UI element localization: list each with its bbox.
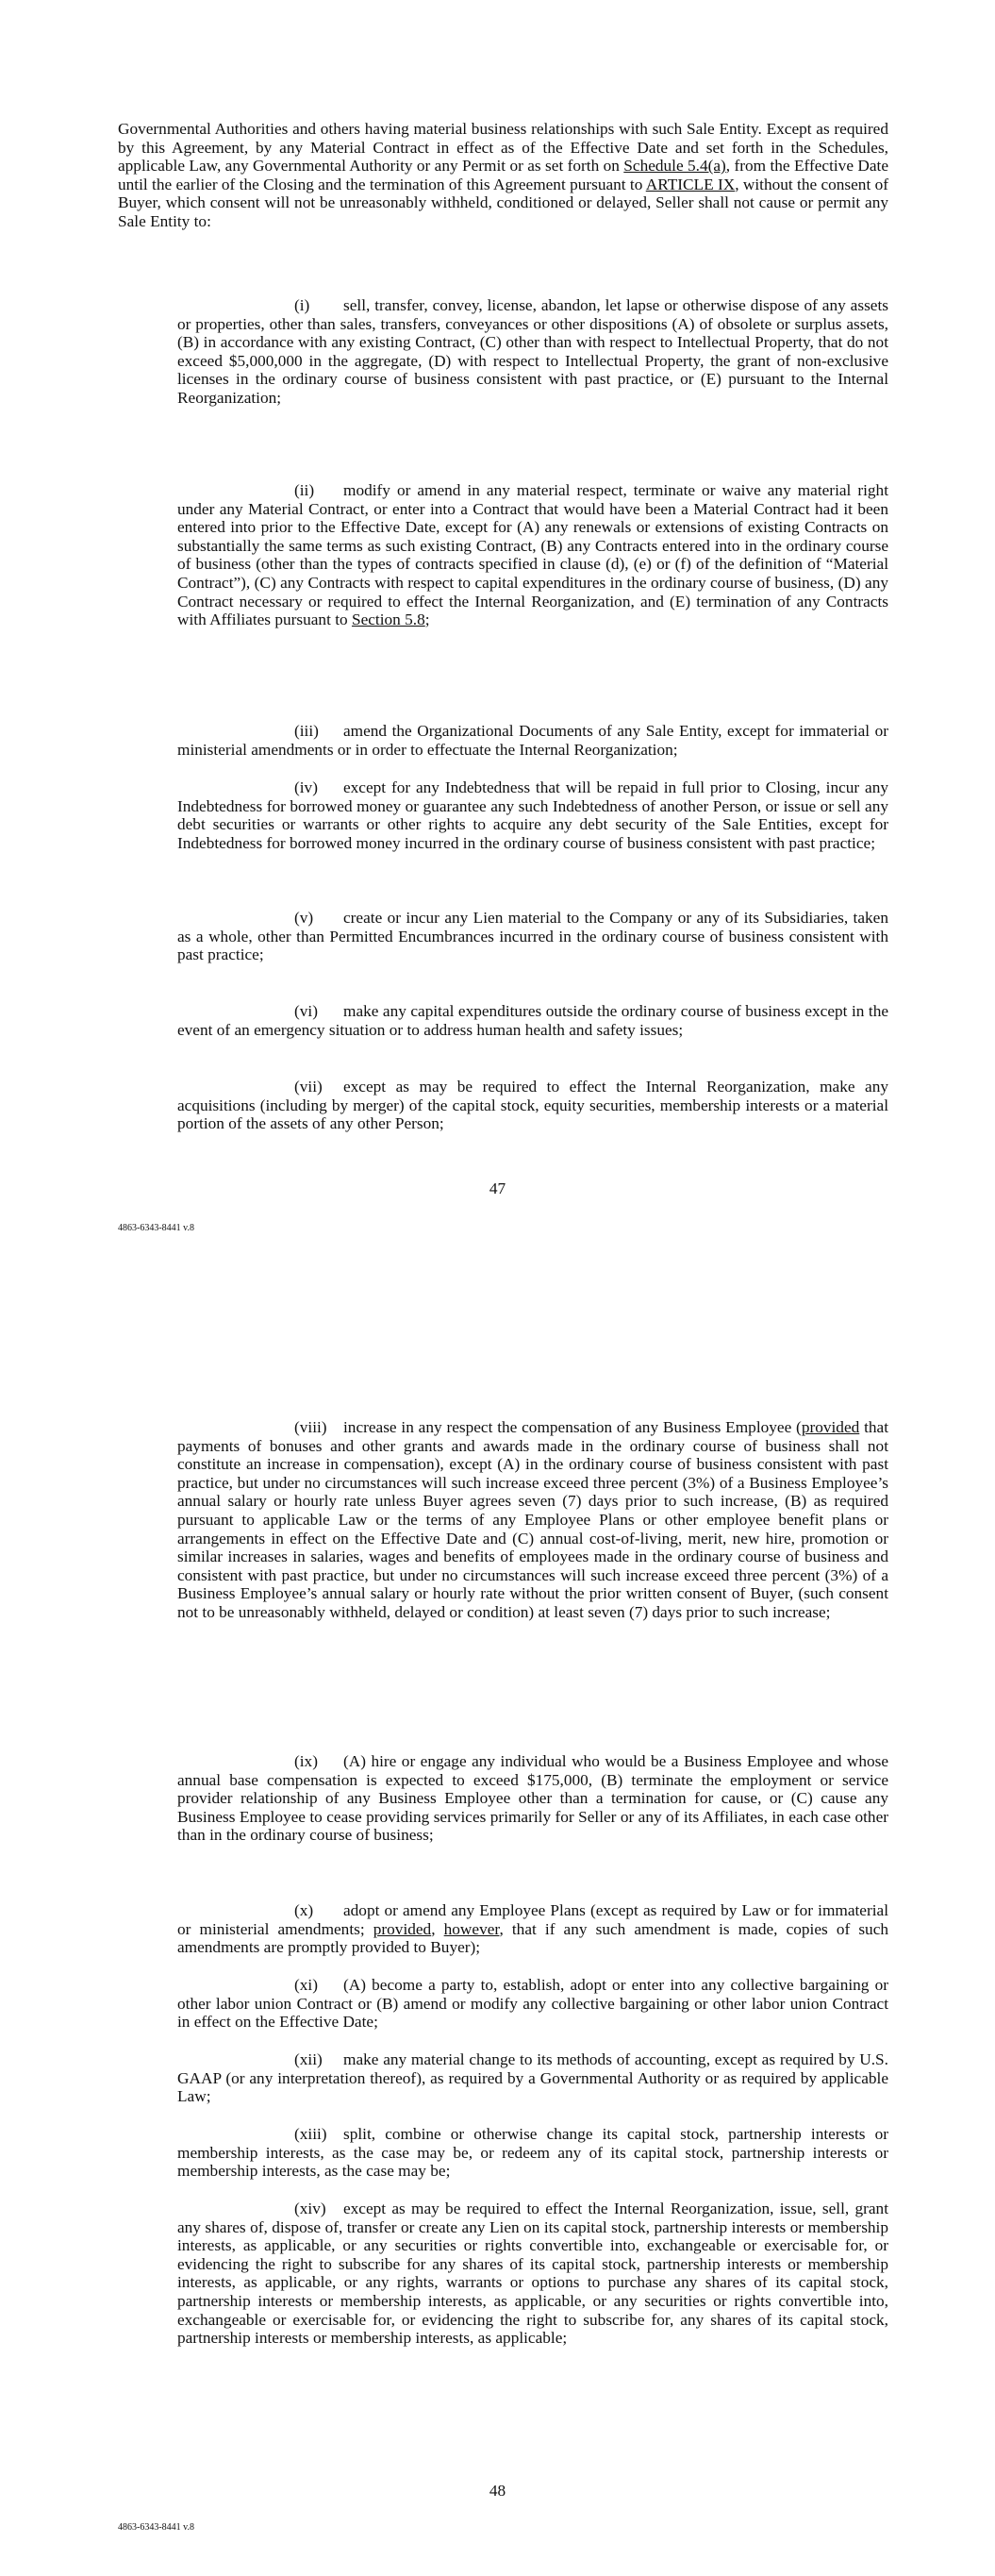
clause-xii: (xii) make any material change to its methods of accounting, except as required by U.S. GAAP (or any interpretation thereof), as required by a Governmental Authority or as required by applicable Law; [177,2050,888,2106]
clause-xiv: (xiv) except as may be required to effect the Internal Reorganization, issue, sell, grant any shares of, dispose of, transfer or create any Lien on its capital stock, partnership interests or membership interests, as applicable, or any securities or rights convertible into, exchangeable or exercisable for, or evidencing the right to subscribe for any shares of its capital stock, partnership interests or membership interests, as applicable, or any rights, warrants or options to purchase any shares of its capital stock, partnership interests or membership interests, as applicable, or any securities or rights convertible into, exchangeable or exercisable for, or evidencing the right to subscribe for, any shares of its capital stock, partnership interests or membership interests, as applicable; [177,2200,888,2348]
page-48 [0,1397,995,2576]
clause-ii: (ii) modify or amend in any material respect, terminate or waive any material right under any Material Contract, or enter into a Contract that would have been a Material Contract had it been entered into prior to the Effective Date, except for (A) any renewals or extensions of existing Contracts on substantially the same terms as such existing Contract, (B) any Contracts entered into in the ordinary course of business (other than the types of contracts specified in clause (d), (e) or (f) of the definition of “Material Contract”), (C) any Contracts with respect to capital expenditures in the ordinary course of business, (D) any Contract necessary or required to effect the Internal Reorganization, and (E) termination of any Contracts with Affiliates pursuant to Section 5.8; [177,481,888,629]
article-ix-link: ARTICLE IX [645,175,736,193]
provided-term: provided [801,1418,860,1436]
clause-number: (xii) [294,2050,323,2068]
clause-number: (vii) [294,1078,323,1096]
page-number: 47 [489,1179,506,1197]
clause-number: (iii) [294,722,319,740]
clause-number: (xiii) [294,2125,327,2143]
clause-number: (i) [294,296,310,314]
clause-ix: (ix) (A) hire or engage any individual who would be a Business Employee and whose annual base compensation is expected to exceed $175,000, (B) terminate the employment or service provider relationship of any Business Employee other than a termination for cause, or (C) cause any Business Employee to cease providing services primarily for Seller or any of its Affiliates, in each case other than in the ordinary course of business; [177,1752,888,1845]
clause-number: (ix) [294,1752,318,1770]
clause-xi: (xi) (A) become a party to, establish, adopt or enter into any collective bargaining or other labor union Contract or (B) amend or modify any collective bargaining or other labor union Contract in effect on the Effective Date; [177,1976,888,2032]
clause-number: (xi) [294,1976,318,1994]
clause-iv: (iv) except for any Indebtedness that will be repaid in full prior to Closing, incur any Indebtedness for borrowed money or guarantee any such Indebtedness of another Person, or issue or sell any debt securities or warrants or other rights to acquire any debt security of the Sale Entities, except for Indebtedness for borrowed money incurred in the ordinary course of business consistent with past practice; [177,778,888,852]
schedule-5-4a-link: Schedule 5.4(a) [623,157,726,176]
section-5-8-link: Section 5.8 [351,611,425,629]
however-term: however [443,1919,500,1938]
clause-viii: (viii) increase in any respect the compensation of any Business Employee (provided that payments of bonuses and other grants and awards made in the ordinary course of business shall not constitute an increase in compensation), except (A) in the ordinary course of business consistent with past practice, but under no circumstances will such increase exceed three percent (3%) of a Business Employee’s annual salary or hourly rate unless Buyer agrees seven (7) days prior to such increase, (B) as required pursuant to applicable Law or the terms of any Employee Plans or other employee benefit plans or arrangements in effect on the Effective Date and (C) annual cost-of-living, merit, new hire, promotion or similar increases in salaries, wages and benefits of employees made in the ordinary course of business and consistent with past practice, but under no circumstances will such increase exceed three percent (3%) of a Business Employee’s annual salary or hourly rate without the prior written consent of Buyer, (such consent not to be unreasonably withheld, delayed or condition) at least seven (7) days prior to such increase; [177,1418,888,1621]
clause-number: (iv) [294,778,318,796]
clause-x: (x) adopt or amend any Employee Plans (except as required by Law or for immaterial or ministerial amendments; provided, however, that if any such amendment is made, copies of such amendments are promptly provided to Buyer); [177,1901,889,1957]
clause-v: (v) create or incur any Lien material to the Company or any of its Subsidiaries, taken as a whole, other than Permitted Encumbrances incurred in the ordinary course of business consistent with past practice; [177,909,888,964]
clause-number: (ii) [294,481,315,499]
clause-number: (v) [294,909,314,927]
page-47 [0,0,995,1255]
clause-number: (x) [294,1901,314,1919]
clause-number: (vi) [294,1002,318,1020]
clause-iii: (iii) amend the Organizational Documents of any Sale Entity, except for immaterial or ministerial amendments or in order to effectuate the Internal Reorganization; [177,722,888,759]
document-id: 4863-6343-8441 v.8 [118,2522,195,2533]
clause-number: (xiv) [294,2200,326,2217]
clause-vii: (vii) except as may be required to effect the Internal Reorganization, make any acquisitions (including by merger) of the capital stock, equity securities, membership interests or a material portion of the assets of any other Person; [177,1078,888,1133]
document-id: 4863-6343-8441 v.8 [118,1223,195,1233]
intro-paragraph: Governmental Authorities and others having material business relationships with such Sale Entity. Except as required by this Agreement, by any Material Contract in effect as of the Effective Date and set forth in the Schedules, applicable Law, any Governmental Authority or any Permit or as set forth on Schedule 5.4(a), from the Effective Date until the earlier of the Closing and the termination of this Agreement pursuant to ARTICLE IX, without the consent of Buyer, which consent will not be unreasonably withheld, conditioned or delayed, Seller shall not cause or permit any Sale Entity to: [118,120,888,230]
clause-vi: (vi) make any capital expenditures outside the ordinary course of business except in the event of an emergency situation or to address human health and safety issues; [177,1002,888,1039]
provided-term: provided [373,1919,432,1938]
clause-i: (i) sell, transfer, convey, license, abandon, let lapse or otherwise dispose of any assets or properties, other than sales, transfers, conveyances or other dispositions (A) of obsolete or surplus assets, (B) in accordance with any existing Contract, (C) other than with respect to Intellectual Property, that do not exceed $5,000,000 in the aggregate, (D) with respect to Intellectual Property, the grant of non-exclusive licenses in the ordinary course of business consistent with past practice, or (E) pursuant to the Internal Reorganization; [177,296,888,407]
clause-xiii: (xiii) split, combine or otherwise change its capital stock, partnership interests or membership interests, as the case may be, or redeem any of its capital stock, partnership interests or membership interests, as the case may be; [177,2125,888,2181]
page-number: 48 [489,2482,506,2500]
clause-number: (viii) [294,1418,327,1436]
